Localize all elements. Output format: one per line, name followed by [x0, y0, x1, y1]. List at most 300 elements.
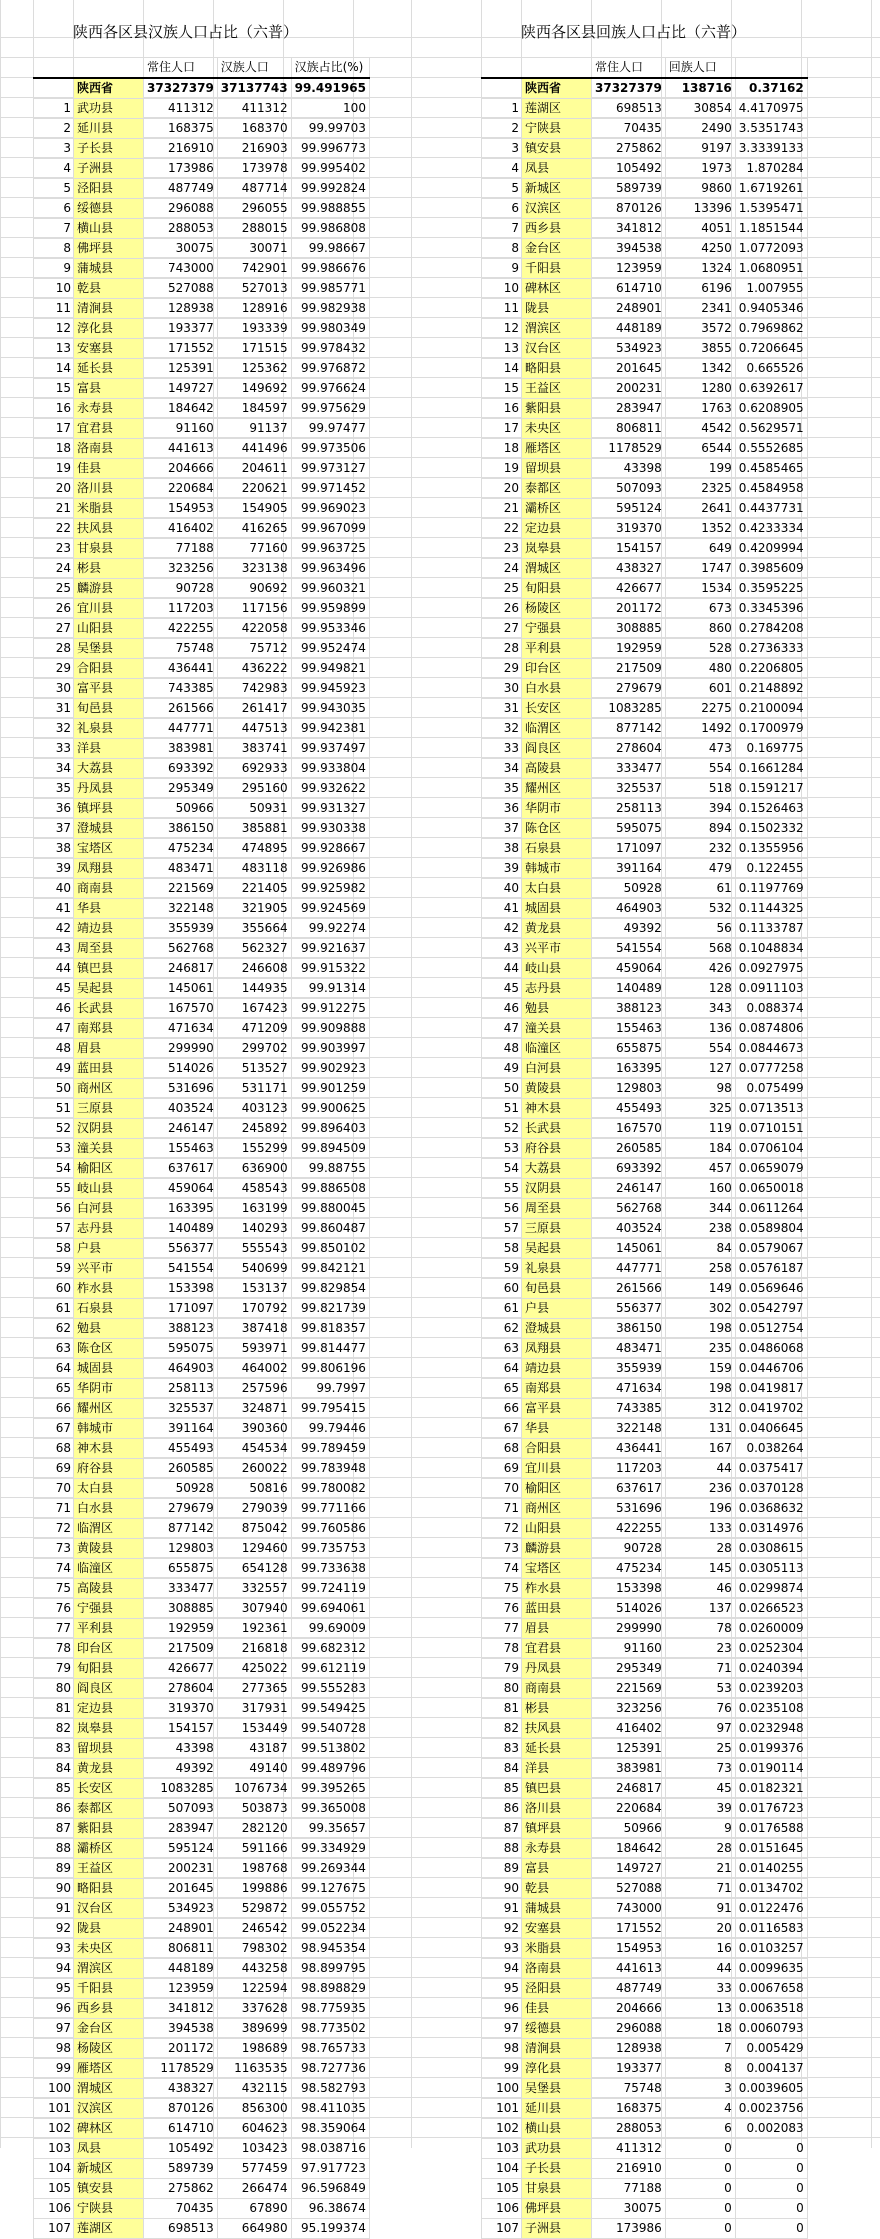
resident-pop: 1083285 [592, 699, 666, 719]
hui-table-row [482, 1559, 808, 1579]
han-pct: 99.903997 [291, 1039, 369, 1059]
han-pop: 593971 [217, 1339, 291, 1359]
han-pct: 99.931327 [291, 799, 369, 819]
county-name: 凤县 [74, 2139, 144, 2159]
row-number: 57 [482, 1219, 522, 1239]
resident-pop: 333477 [144, 1579, 218, 1599]
resident-pop: 123959 [592, 259, 666, 279]
resident-pop: 288053 [144, 219, 218, 239]
resident-pop: 411312 [592, 2139, 666, 2159]
row-number: 47 [482, 1019, 522, 1039]
row-number: 29 [482, 659, 522, 679]
county-name: 千阳县 [522, 259, 592, 279]
resident-pop: 438327 [592, 559, 666, 579]
hui-table-row [482, 819, 808, 839]
hui-pop: 9 [665, 1819, 735, 1839]
resident-pop: 75748 [592, 2079, 666, 2099]
han-pop: 153137 [217, 1279, 291, 1299]
han-pct: 99.91314 [291, 979, 369, 999]
han-pct: 99.945923 [291, 679, 369, 699]
han-pct: 95.199374 [291, 2219, 369, 2239]
hui-pct: 0.4209994 [735, 539, 807, 559]
row-number: 102 [34, 2119, 74, 2139]
han-pct: 99.821739 [291, 1299, 369, 1319]
han-pct: 99.959899 [291, 599, 369, 619]
row-number: 74 [482, 1559, 522, 1579]
hui-pct: 0.0176723 [735, 1799, 807, 1819]
hui-pct: 1.1851544 [735, 219, 807, 239]
row-number: 76 [482, 1599, 522, 1619]
han-table-row [34, 1999, 370, 2019]
resident-pop: 258113 [144, 1379, 218, 1399]
county-name: 丹凤县 [522, 1659, 592, 1679]
resident-pop: 319370 [592, 519, 666, 539]
han-pop: 529872 [217, 1899, 291, 1919]
han-pct: 99.992824 [291, 179, 369, 199]
resident-pop: 246147 [144, 1119, 218, 1139]
row-number: 72 [482, 1519, 522, 1539]
hui-pct: 0.0589804 [735, 1219, 807, 1239]
hui-pct: 0.4437731 [735, 499, 807, 519]
hui-pop: 199 [665, 459, 735, 479]
han-pct: 99.850102 [291, 1239, 369, 1259]
county-name: 商州区 [74, 1079, 144, 1099]
hui-pct: 0.0419817 [735, 1379, 807, 1399]
han-pop: 416265 [217, 519, 291, 539]
county-name: 凤翔县 [74, 859, 144, 879]
resident-pop: 204666 [592, 1999, 666, 2019]
han-table-row [34, 2219, 370, 2239]
county-name: 甘泉县 [522, 2179, 592, 2199]
hui-table-row [482, 539, 808, 559]
row-number: 65 [482, 1379, 522, 1399]
county-name: 华阴市 [74, 1379, 144, 1399]
county-name: 石泉县 [522, 839, 592, 859]
row-number: 94 [34, 1959, 74, 1979]
han-pop: 149692 [217, 379, 291, 399]
hui-pct: 1.6719261 [735, 179, 807, 199]
hui-pct: 0.0067658 [735, 1979, 807, 1999]
county-name: 清涧县 [522, 2039, 592, 2059]
county-name: 扶风县 [74, 519, 144, 539]
han-table-row [34, 1119, 370, 1139]
han-pop: 144935 [217, 979, 291, 999]
row-number: 51 [482, 1099, 522, 1119]
han-pct: 99.976624 [291, 379, 369, 399]
resident-pop: 30075 [144, 239, 218, 259]
resident-pop: 1178529 [592, 439, 666, 459]
row-number: 12 [482, 319, 522, 339]
hui-pop: 61 [665, 879, 735, 899]
resident-pop: 201645 [592, 359, 666, 379]
county-name: 府谷县 [522, 1139, 592, 1159]
hui-pct: 1.870284 [735, 159, 807, 179]
resident-pop: 279679 [144, 1499, 218, 1519]
resident-pop: 403524 [144, 1099, 218, 1119]
han-table-row [34, 1379, 370, 1399]
county-name: 西乡县 [74, 1999, 144, 2019]
hui-pop: 1280 [665, 379, 735, 399]
han-pct: 100 [291, 99, 369, 119]
hui-pct: 0.0370128 [735, 1479, 807, 1499]
row-number: 39 [482, 859, 522, 879]
county-name: 新城区 [522, 179, 592, 199]
header-han-pct: 汉族占比(%) [291, 58, 369, 79]
resident-pop: 341812 [144, 1999, 218, 2019]
hui-pct: 0.0512754 [735, 1319, 807, 1339]
hui-table-row [482, 399, 808, 419]
county-name: 金台区 [74, 2019, 144, 2039]
han-pct: 98.359064 [291, 2119, 369, 2139]
resident-pop: 295349 [592, 1659, 666, 1679]
hui-pop: 302 [665, 1299, 735, 1319]
hui-pct: 0.0314976 [735, 1519, 807, 1539]
hui-table-row [482, 659, 808, 679]
hui-pop: 554 [665, 1039, 735, 1059]
row-number: 4 [482, 159, 522, 179]
resident-pop: 192959 [592, 639, 666, 659]
county-name: 子洲县 [74, 159, 144, 179]
hui-pct: 0.0844673 [735, 1039, 807, 1059]
hui-pct: 0.0240394 [735, 1659, 807, 1679]
hui-pop: 13396 [665, 199, 735, 219]
county-name: 蒲城县 [74, 259, 144, 279]
row-number: 42 [482, 919, 522, 939]
han-table-row [34, 1479, 370, 1499]
han-table-row [34, 2099, 370, 2119]
resident-pop: 743385 [592, 1399, 666, 1419]
county-name: 黄龙县 [74, 1759, 144, 1779]
resident-pop: 459064 [144, 1179, 218, 1199]
han-pct: 99.880045 [291, 1199, 369, 1219]
hui-table-row [482, 1019, 808, 1039]
hui-pct: 0.005429 [735, 2039, 807, 2059]
resident-pop: 322148 [144, 899, 218, 919]
row-number: 18 [34, 439, 74, 459]
han-table-total-row [34, 78, 370, 99]
row-number: 61 [482, 1299, 522, 1319]
hui-pct: 0.2100094 [735, 699, 807, 719]
row-number: 36 [34, 799, 74, 819]
row-number: 79 [482, 1659, 522, 1679]
hui-pct: 0 [735, 2159, 807, 2179]
county-name: 莲湖区 [74, 2219, 144, 2239]
hui-table-row [482, 959, 808, 979]
resident-pop: 806811 [144, 1939, 218, 1959]
province-name: 陕西省 [74, 78, 144, 99]
row-number: 10 [482, 279, 522, 299]
row-number: 99 [482, 2059, 522, 2079]
hui-table-row [482, 2199, 808, 2219]
han-pop: 299702 [217, 1039, 291, 1059]
hui-pop: 184 [665, 1139, 735, 1159]
han-table-row [34, 1579, 370, 1599]
hui-pop: 860 [665, 619, 735, 639]
county-name: 柞水县 [522, 1579, 592, 1599]
han-pop: 321905 [217, 899, 291, 919]
resident-pop: 204666 [144, 459, 218, 479]
han-pop: 464002 [217, 1359, 291, 1379]
row-number: 13 [34, 339, 74, 359]
han-table-row [34, 159, 370, 179]
han-table-row [34, 1399, 370, 1419]
total-han-pop: 37137743 [217, 78, 291, 99]
resident-pop: 391164 [592, 859, 666, 879]
han-pop: 337628 [217, 1999, 291, 2019]
hui-pct: 4.4170975 [735, 99, 807, 119]
row-number: 60 [34, 1279, 74, 1299]
resident-pop: 201172 [144, 2039, 218, 2059]
resident-pop: 125391 [592, 1739, 666, 1759]
county-name: 平利县 [522, 639, 592, 659]
row-number: 72 [34, 1519, 74, 1539]
county-name: 临潼区 [522, 1039, 592, 1059]
hui-table-row [482, 139, 808, 159]
hui-pop: 0 [665, 2199, 735, 2219]
resident-pop: 171552 [144, 339, 218, 359]
resident-pop: 441613 [144, 439, 218, 459]
county-name: 白水县 [74, 1499, 144, 1519]
row-number: 2 [34, 119, 74, 139]
county-name: 吴起县 [522, 1239, 592, 1259]
han-table-row [34, 2139, 370, 2159]
resident-pop: 870126 [144, 2099, 218, 2119]
han-table-row [34, 739, 370, 759]
hui-pct: 0.0542797 [735, 1299, 807, 1319]
hui-pct: 0 [735, 2179, 807, 2199]
row-number: 7 [34, 219, 74, 239]
county-name: 汉台区 [74, 1899, 144, 1919]
county-name: 镇巴县 [74, 959, 144, 979]
hui-pct: 0.6208905 [735, 399, 807, 419]
county-name: 乾县 [522, 1879, 592, 1899]
row-number: 106 [34, 2199, 74, 2219]
hui-pct: 0.7969862 [735, 319, 807, 339]
han-pct: 99.952474 [291, 639, 369, 659]
county-name: 临渭区 [522, 719, 592, 739]
han-table-row [34, 1159, 370, 1179]
hui-pop: 28 [665, 1539, 735, 1559]
resident-pop: 531696 [144, 1079, 218, 1099]
hui-pct: 0.0260009 [735, 1619, 807, 1639]
row-number: 21 [34, 499, 74, 519]
han-table-row [34, 879, 370, 899]
resident-pop: 30075 [592, 2199, 666, 2219]
row-number: 7 [482, 219, 522, 239]
hui-pct: 0.0419702 [735, 1399, 807, 1419]
han-table-row [34, 679, 370, 699]
han-pct: 99.909888 [291, 1019, 369, 1039]
han-table-row [34, 399, 370, 419]
row-number: 1 [482, 99, 522, 119]
hui-pop: 23 [665, 1639, 735, 1659]
resident-pop: 163395 [144, 1199, 218, 1219]
row-number: 31 [482, 699, 522, 719]
hui-pop: 71 [665, 1879, 735, 1899]
han-pct: 98.582793 [291, 2079, 369, 2099]
hui-pct: 0.0911103 [735, 979, 807, 999]
hui-pct: 0.0151645 [735, 1839, 807, 1859]
resident-pop: 341812 [592, 219, 666, 239]
resident-pop: 105492 [144, 2139, 218, 2159]
hui-table-row [482, 439, 808, 459]
county-name: 户县 [522, 1299, 592, 1319]
resident-pop: 487749 [144, 179, 218, 199]
hui-pop: 18 [665, 2019, 735, 2039]
han-pop: 441496 [217, 439, 291, 459]
han-table-row [34, 899, 370, 919]
row-number: 38 [482, 839, 522, 859]
han-pop: 471209 [217, 1019, 291, 1039]
resident-pop: 319370 [144, 1699, 218, 1719]
hui-table-row [482, 2059, 808, 2079]
resident-pop: 422255 [144, 619, 218, 639]
county-name: 佛坪县 [522, 2199, 592, 2219]
row-number: 66 [34, 1399, 74, 1419]
hui-table-row [482, 1799, 808, 1819]
hui-pop: 46 [665, 1579, 735, 1599]
hui-pct: 0.0199376 [735, 1739, 807, 1759]
hui-table-row [482, 1299, 808, 1319]
county-name: 合阳县 [74, 659, 144, 679]
hui-pct: 1.0772093 [735, 239, 807, 259]
resident-pop: 877142 [144, 1519, 218, 1539]
row-number: 27 [482, 619, 522, 639]
county-name: 勉县 [74, 1319, 144, 1339]
county-name: 旬阳县 [522, 579, 592, 599]
hui-pop: 1973 [665, 159, 735, 179]
county-name: 渭城区 [522, 559, 592, 579]
hui-pop: 518 [665, 779, 735, 799]
han-pop: 216903 [217, 139, 291, 159]
county-name: 临潼区 [74, 1559, 144, 1579]
han-table-row [34, 1599, 370, 1619]
resident-pop: 595075 [592, 819, 666, 839]
hui-pop: 28 [665, 1839, 735, 1859]
hui-table-row [482, 719, 808, 739]
resident-pop: 283947 [592, 399, 666, 419]
han-pop: 198689 [217, 2039, 291, 2059]
row-number: 68 [482, 1439, 522, 1459]
resident-pop: 527088 [592, 1879, 666, 1899]
hui-table-row [482, 1699, 808, 1719]
row-number: 34 [34, 759, 74, 779]
han-table-row [34, 1459, 370, 1479]
han-pop: 50931 [217, 799, 291, 819]
county-name: 南郑县 [74, 1019, 144, 1039]
county-name: 杨陵区 [522, 599, 592, 619]
county-name: 靖边县 [522, 1359, 592, 1379]
right-table-title: 陕西各区县回族人口占比（六普） [521, 23, 747, 41]
resident-pop: 129803 [144, 1539, 218, 1559]
hui-pop: 198 [665, 1379, 735, 1399]
hui-pct: 0.2148892 [735, 679, 807, 699]
county-name: 宜君县 [522, 1639, 592, 1659]
row-number: 26 [34, 599, 74, 619]
row-number: 3 [482, 139, 522, 159]
han-pop: 527013 [217, 279, 291, 299]
han-pct: 99.735753 [291, 1539, 369, 1559]
county-name: 蓝田县 [74, 1059, 144, 1079]
hui-pct: 0.0232948 [735, 1719, 807, 1739]
hui-pop: 0 [665, 2159, 735, 2179]
row-number: 46 [34, 999, 74, 1019]
row-number: 100 [34, 2079, 74, 2099]
county-name: 吴起县 [74, 979, 144, 999]
hui-table-row [482, 1279, 808, 1299]
han-table-header [34, 58, 370, 79]
resident-pop: 333477 [592, 759, 666, 779]
row-number: 23 [482, 539, 522, 559]
han-table-row [34, 659, 370, 679]
han-pop: 128916 [217, 299, 291, 319]
han-pop: 170792 [217, 1299, 291, 1319]
hui-table-row [482, 939, 808, 959]
hui-table-row [482, 1919, 808, 1939]
row-number: 48 [482, 1039, 522, 1059]
han-pct: 96.38674 [291, 2199, 369, 2219]
county-name: 彬县 [74, 559, 144, 579]
han-table-row [34, 559, 370, 579]
resident-pop: 117203 [592, 1459, 666, 1479]
han-pop: 664980 [217, 2219, 291, 2239]
county-name: 平利县 [74, 1619, 144, 1639]
han-table-row [34, 1659, 370, 1679]
resident-pop: 595124 [592, 499, 666, 519]
hui-table-row [482, 999, 808, 1019]
county-name: 勉县 [522, 999, 592, 1019]
row-number: 67 [482, 1419, 522, 1439]
hui-pct: 0.0099635 [735, 1959, 807, 1979]
hui-pct: 0.0650018 [735, 1179, 807, 1199]
han-table-row [34, 1839, 370, 1859]
county-name: 凤县 [522, 159, 592, 179]
han-table-row [34, 1319, 370, 1339]
resident-pop: 248901 [592, 299, 666, 319]
row-number: 105 [34, 2179, 74, 2199]
hui-table-row [482, 1779, 808, 1799]
han-pct: 99.978432 [291, 339, 369, 359]
han-pct: 99.98667 [291, 239, 369, 259]
resident-pop: 870126 [592, 199, 666, 219]
hui-pop: 127 [665, 1059, 735, 1079]
row-number: 99 [34, 2059, 74, 2079]
han-pop: 193339 [217, 319, 291, 339]
resident-pop: 534923 [144, 1899, 218, 1919]
row-number: 98 [34, 2039, 74, 2059]
hui-pop: 21 [665, 1859, 735, 1879]
han-pct: 99.886508 [291, 1179, 369, 1199]
hui-pop: 44 [665, 1959, 735, 1979]
han-pct: 99.92274 [291, 919, 369, 939]
resident-pop: 459064 [592, 959, 666, 979]
row-number: 75 [34, 1579, 74, 1599]
resident-pop: 128938 [144, 299, 218, 319]
resident-pop: 261566 [144, 699, 218, 719]
county-name: 横山县 [74, 219, 144, 239]
county-name: 柞水县 [74, 1279, 144, 1299]
hui-pct: 0.0927975 [735, 959, 807, 979]
hui-pop: 78 [665, 1619, 735, 1639]
resident-pop: 220684 [144, 479, 218, 499]
han-pct: 99.365008 [291, 1799, 369, 1819]
han-pop: 50816 [217, 1479, 291, 1499]
hui-pop: 13 [665, 1999, 735, 2019]
hui-pop: 131 [665, 1419, 735, 1439]
row-number: 17 [482, 419, 522, 439]
row-number: 23 [34, 539, 74, 559]
hui-table-row [482, 839, 808, 859]
